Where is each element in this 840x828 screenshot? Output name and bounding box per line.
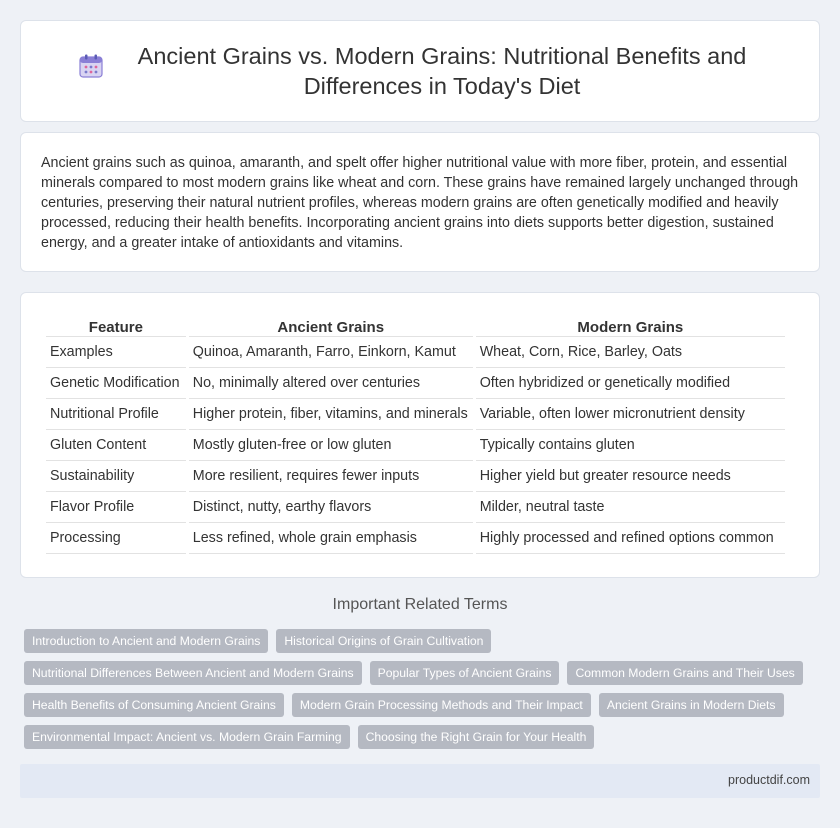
tag-row <box>24 629 804 653</box>
table-cell: Higher yield but greater resource needs <box>476 461 785 492</box>
table-cell: Examples <box>46 337 186 368</box>
table-row <box>46 430 785 461</box>
table-row <box>46 492 785 523</box>
table-cell: Milder, neutral taste <box>476 492 785 523</box>
related-terms-heading: Important Related Terms <box>332 596 508 613</box>
table-row <box>46 461 785 492</box>
title-wrap <box>60 41 780 101</box>
tag-row <box>24 725 804 749</box>
table-cell: Typically contains gluten <box>476 430 785 461</box>
related-term-tag[interactable]: Nutritional Differences Between Ancient and Modern Grains <box>24 661 362 685</box>
comparison-table <box>43 315 788 554</box>
table-row <box>46 368 785 399</box>
table-cell: Less refined, whole grain emphasis <box>189 523 473 554</box>
intro-paragraph: Ancient grains such as quinoa, amaranth, and spelt offer higher nutritional value with more fiber, protein, and essential minerals compared to most modern grains like wheat and corn. These grains have remained largely unchanged through centuries, preserving their natural nutrient profiles, whereas modern grains are often genetically modified and heavily processed, reducing their health benefits. Incorporating ancient grains into diets supports better digestion, sustained energy, and a greater intake of antioxidants and vitamins. <box>41 155 799 251</box>
table-cell: Mostly gluten-free or low gluten <box>189 430 473 461</box>
table-cell: Distinct, nutty, earthy flavors <box>189 492 473 523</box>
table-cell: Quinoa, Amaranth, Farro, Einkorn, Kamut <box>189 337 473 368</box>
table-header-row <box>46 315 785 337</box>
column-header-feature: Feature <box>46 315 186 337</box>
table-cell: Higher protein, fiber, vitamins, and minerals <box>189 399 473 430</box>
related-term-tag[interactable]: Modern Grain Processing Methods and Their Impact <box>292 693 591 717</box>
intro-card <box>20 132 820 272</box>
related-term-tag[interactable]: Popular Types of Ancient Grains <box>370 661 560 685</box>
related-term-tag[interactable]: Health Benefits of Consuming Ancient Grains <box>24 693 284 717</box>
table-cell: Nutritional Profile <box>46 399 186 430</box>
related-term-tag[interactable]: Common Modern Grains and Their Uses <box>567 661 802 685</box>
table-cell: Gluten Content <box>46 430 186 461</box>
tag-row <box>24 661 804 685</box>
table-cell: Processing <box>46 523 186 554</box>
table-cell: Sustainability <box>46 461 186 492</box>
table-row <box>46 399 785 430</box>
table-cell: Often hybridized or genetically modified <box>476 368 785 399</box>
table-cell: More resilient, requires fewer inputs <box>189 461 473 492</box>
related-terms-tags <box>24 629 804 757</box>
calendar-icon <box>78 53 104 79</box>
table-row <box>46 523 785 554</box>
column-header-modern: Modern Grains <box>476 315 785 337</box>
tag-row <box>24 693 804 717</box>
table-cell: Genetic Modification <box>46 368 186 399</box>
related-term-tag[interactable]: Environmental Impact: Ancient vs. Modern Grain Farming <box>24 725 350 749</box>
table-cell: Variable, often lower micronutrient density <box>476 399 785 430</box>
table-cell: Highly processed and refined options common <box>476 523 785 554</box>
comparison-table-card <box>20 292 820 578</box>
column-header-ancient: Ancient Grains <box>189 315 473 337</box>
related-term-tag[interactable]: Introduction to Ancient and Modern Grains <box>24 629 268 653</box>
related-term-tag[interactable]: Choosing the Right Grain for Your Health <box>358 725 595 749</box>
related-term-tag[interactable]: Historical Origins of Grain Cultivation <box>276 629 491 653</box>
table-cell: No, minimally altered over centuries <box>189 368 473 399</box>
header-card <box>20 20 820 122</box>
table-cell: Wheat, Corn, Rice, Barley, Oats <box>476 337 785 368</box>
table-cell: Flavor Profile <box>46 492 186 523</box>
related-term-tag[interactable]: Ancient Grains in Modern Diets <box>599 693 784 717</box>
table-row <box>46 337 785 368</box>
footer-bar <box>20 764 820 798</box>
page-title: Ancient Grains vs. Modern Grains: Nutritional Benefits and Differences in Today's Diet <box>137 43 747 99</box>
footer-site-link[interactable]: productdif.com <box>728 773 810 787</box>
